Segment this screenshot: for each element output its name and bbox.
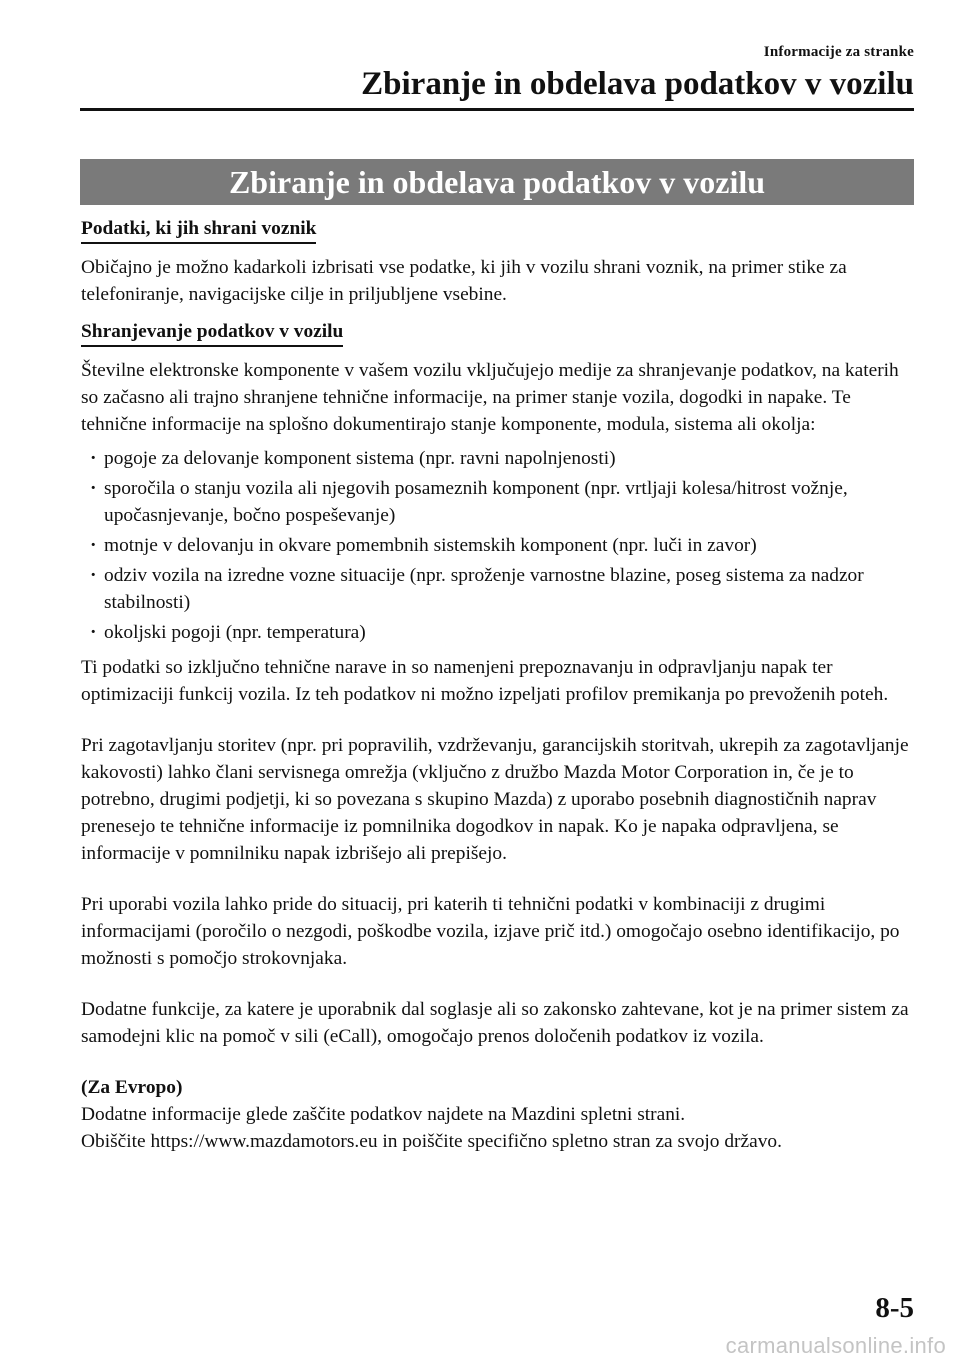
europe-visit-line: Obiščite https://www.mazdamotors.eu in poiščite specifično spletno stran za svojo državo.	[81, 1131, 782, 1152]
header-section-label: Informacije za stranke	[763, 44, 914, 60]
paragraph-driver-data: Običajno je možno kadarkoli izbrisati vse podatke, ki jih v vozilu shrani voznik, na primer stike za telefoniranje, navigacijske cilje in priljubljene vsebine.	[81, 257, 847, 305]
page-content	[81, 215, 916, 1155]
europe-label: (Za Evropo)	[81, 1077, 183, 1098]
header-divider	[80, 108, 914, 111]
bullet-mark: ·	[90, 478, 97, 499]
page-number: 8-5	[875, 1292, 914, 1324]
list-item-text: motnje v delovanju in okvare pomembnih sistemskih komponent (npr. luči in zavor)	[104, 535, 757, 556]
list-item	[81, 562, 916, 616]
list-item	[81, 532, 916, 559]
bullet-mark: ·	[90, 448, 97, 469]
paragraph-service-network: Pri zagotavljanju storitev (npr. pri popravilih, vzdrževanju, garancijskih storitvah, ukrepih za zagotavljanje kakovosti) lahko člani servisnega omrežja (vključno z družbo Mazda Motor Corporation in, če je to potrebno, drugimi podjetji, ki so povezana s skupino Mazda) z uporabo posebnih diagnostičnih naprav prenesejo te tehnične informacije iz pomnilnika dogodkov in napak. Ko je napaka odpravljena, se informacije v pomnilniku napak izbrišejo ali prepišejo.	[81, 735, 909, 864]
list-item	[81, 619, 916, 646]
paragraph-storage-intro: Številne elektronske komponente v vašem vozilu vključujejo medije za shranjevanje podatkov, na katerih so začasno ali trajno shranjene tehnične informacije, na primer stanje vozila, dogodki in napake. Te tehnične informacije na splošno dokumentirajo stanje komponente, modula, sistema ali okolja:	[81, 360, 899, 435]
paragraph-technical-nature: Ti podatki so izključno tehnične narave in so namenjeni prepoznavanju in odpravljanju napak ter optimizaciji funkcij vozila. Iz teh podatkov ni možno izpeljati profilov premikanja po prevoženih poteh.	[81, 657, 889, 705]
bullet-list	[81, 445, 916, 646]
header-page-title: Zbiranje in obdelava podatkov v vozilu	[361, 66, 914, 102]
list-item-text: pogoje za delovanje komponent sistema (npr. ravni napolnjenosti)	[104, 448, 616, 469]
watermark: carmanualsonline.info	[725, 1333, 946, 1358]
subheading-driver-data: Podatki, ki jih shrani voznik	[81, 216, 316, 244]
bullet-mark: ·	[90, 535, 97, 556]
list-item-text: odziv vozila na izredne vozne situacije (npr. sproženje varnostne blazine, poseg sistema za nadzor stabilnosti)	[104, 565, 864, 613]
paragraph-additional-functions: Dodatne funkcije, za katere je uporabnik dal soglasje ali so zakonsko zahtevane, kot je na primer sistem za samodejni klic na pomoč v sili (eCall), omogočajo prenos določenih podatkov iz vozila.	[81, 999, 909, 1047]
section-banner: Zbiranje in obdelava podatkov v vozilu	[80, 159, 914, 205]
list-item	[81, 445, 916, 472]
list-item-text: sporočila o stanju vozila ali njegovih posameznih komponent (npr. vrtljaji kolesa/hitrost vožnje, upočasnjevanje, bočno pospeševanje)	[104, 478, 848, 526]
list-item-text: okoljski pogoji (npr. temperatura)	[104, 622, 366, 643]
europe-info-line: Dodatne informacije glede zaščite podatkov najdete na Mazdini spletni strani.	[81, 1104, 686, 1125]
list-item	[81, 475, 916, 529]
bullet-mark: ·	[90, 565, 97, 586]
bullet-mark: ·	[90, 622, 97, 643]
paragraph-identification: Pri uporabi vozila lahko pride do situacij, pri katerih ti tehnični podatki v kombinaciji z drugimi informacijami (poročilo o nezgodi, poškodbe vozila, izjave prič itd.) omogočajo osebno identifikacijo, po možnosti s pomočjo strokovnjaka.	[81, 894, 900, 969]
subheading-vehicle-storage: Shranjevanje podatkov v vozilu	[81, 319, 343, 347]
